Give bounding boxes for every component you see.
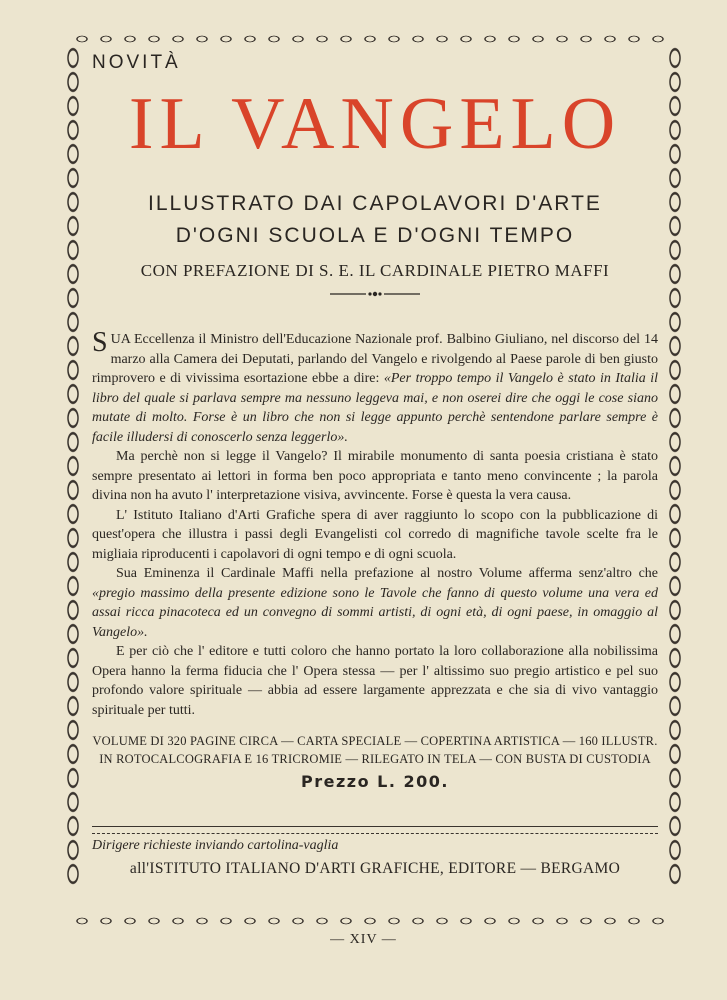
drop-cap: S xyxy=(92,327,108,358)
volume-specs xyxy=(92,732,658,768)
order-footer xyxy=(92,838,658,878)
publisher-address: all'ISTITUTO ITALIANO D'ARTI GRAFICHE, EDITORE — BERGAMO xyxy=(129,860,621,877)
specs-line-1: VOLUME DI 320 PAGINE CIRCA — CARTA SPECIALE — COPERTINA ARTISTICA — 160 ILLUSTR. xyxy=(92,734,658,748)
announcement-content xyxy=(92,52,658,791)
paragraph-2: Ma perchè non si legge il Vangelo? Il mirabile monumento di santa poesia cristiana è stato sempre presentato ai lettori in forma ben poco appropriata e tanto meno convincente ; la parola divina non ha avuto l' interpretazione visiva, avvincente. Forse è questa la vera causa. xyxy=(92,449,658,503)
page-title: IL VANGELO xyxy=(128,83,622,165)
novita-label: NOVITÀ xyxy=(92,52,181,73)
body-text xyxy=(92,327,659,720)
preface-credit: CON PREFAZIONE DI S. E. IL CARDINALE PIETRO MAFFI xyxy=(140,261,610,280)
specs-line-2: IN ROTOCALCOGRAFIA E 16 TRICROMIE — RILEGATO IN TELA — CON BUSTA DI CUSTODIA xyxy=(99,752,651,766)
subtitle-line-2: D'OGNI SCUOLA E D'OGNI TEMPO xyxy=(175,224,575,247)
paragraph-4 xyxy=(92,564,658,642)
footer-divider xyxy=(92,826,658,834)
price: Prezzo L. 200. xyxy=(301,772,449,791)
page-number: — XIV — xyxy=(330,932,397,947)
paragraph-1 xyxy=(92,327,659,447)
border-chain-top xyxy=(70,32,676,46)
paragraph-3: L' Istituto Italiano d'Arti Grafiche spera di aver raggiunto lo scopo con la pubblicazione di quest'opera che illustra i passi degli Evangelisti col corredo di magnifiche tavole scelte fra le migliaia riproducenti i capolavori di ogni tempo e di ogni scuola. xyxy=(92,507,658,562)
ornament-divider xyxy=(330,288,420,300)
subtitle-line-1: ILLUSTRATO DAI CAPOLAVORI D'ARTE xyxy=(148,192,602,215)
paragraph-5: E per ciò che l' editore e tutti coloro che hanno portato la loro collaborazione alla nobilissima Opera hanno la ferma fiducia che l' Opera stessa — per l' altissimo suo pregio artistico e pel suo profondo valore spirituale — abbia ad essere largamente apprezzata e che sia di vivo vantaggio spirituale per tutti. xyxy=(92,644,658,718)
cardinal-quote: «pregio massimo della presente edizione sono le Tavole che fanno di questo volume una vera ed assai ricca pinacoteca ed un convegno di sommi artisti, di ogni età, di ogni paese, in omaggio al Vangelo». xyxy=(92,585,658,640)
paragraph-1-text: UA Eccellenza il Ministro dell'Educazione Nazionale prof. Balbino Giuliano, nel discorso del 14 marzo alla Camera dei Deputati, parlando del Vangelo e rivolgendo al Paese parole di ben giusto rimprovero e di vivissima esortazione ebbe a dire: xyxy=(92,332,658,386)
border-chain-left xyxy=(66,46,80,886)
paragraph-4-text: Sua Eminenza il Cardinale Maffi nella prefazione al nostro Volume afferma senz'altro che xyxy=(116,566,658,581)
border-chain-bottom xyxy=(70,914,676,928)
minister-quote: «Per troppo tempo il Vangelo è stato in Italia il libro del quale si parlava sempre ma nessuno leggeva mai, e non oserei dire che oggi le cose siano mutate di molto. Forse è un libro che non si legge appunto perchè sentendone parlare sempre è facile illudersi di conoscerlo senza leggerlo». xyxy=(92,371,659,445)
order-instructions: Dirigere richieste inviando cartolina-vaglia xyxy=(92,838,339,853)
border-chain-right xyxy=(668,46,682,886)
